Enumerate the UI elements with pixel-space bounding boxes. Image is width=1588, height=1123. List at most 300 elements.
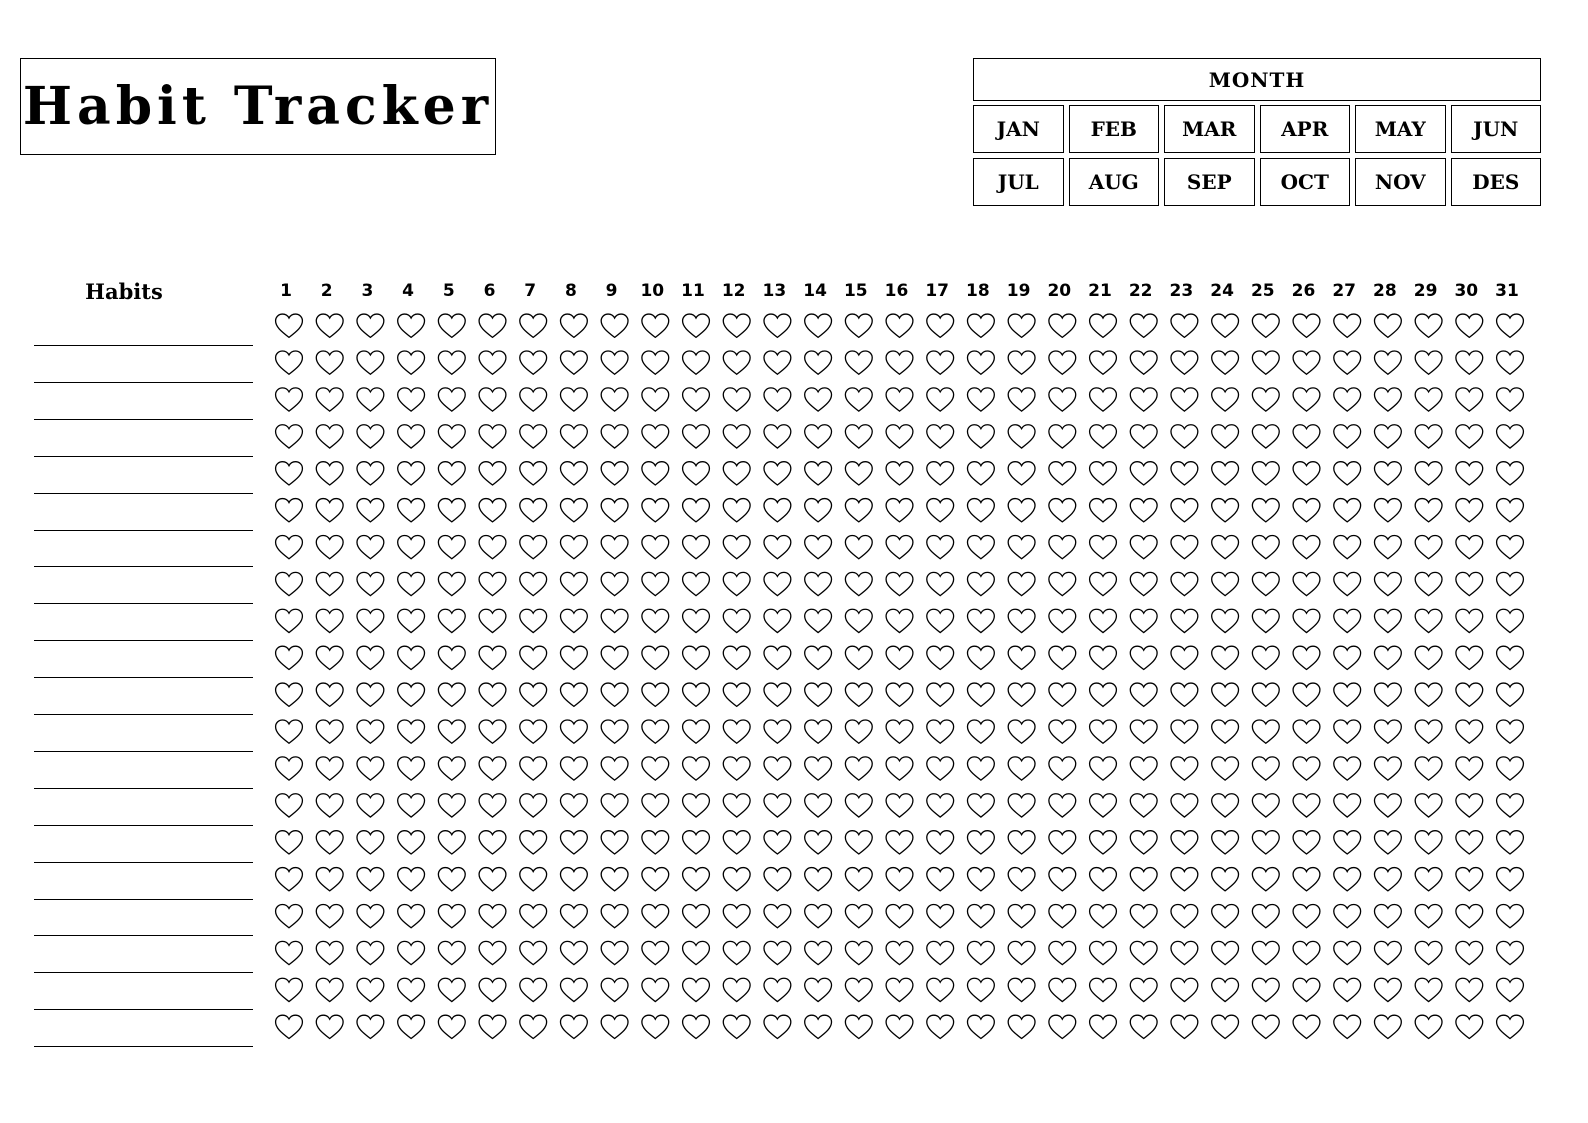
heart-outline-icon[interactable] — [398, 904, 425, 927]
heart-outline-icon[interactable] — [357, 572, 384, 595]
heart-outline-icon[interactable] — [764, 535, 791, 558]
month-jun[interactable]: JUN — [1451, 105, 1542, 153]
heart-outline-icon[interactable] — [1456, 868, 1483, 891]
month-may[interactable]: MAY — [1355, 105, 1446, 153]
heart-outline-icon[interactable] — [723, 314, 750, 337]
heart-outline-icon[interactable] — [1212, 868, 1239, 891]
heart-outline-icon[interactable] — [520, 425, 547, 448]
heart-outline-icon[interactable] — [1456, 572, 1483, 595]
heart-outline-icon[interactable] — [357, 683, 384, 706]
heart-outline-icon[interactable] — [560, 941, 587, 964]
heart-outline-icon[interactable] — [1171, 720, 1198, 743]
heart-outline-icon[interactable] — [1130, 646, 1157, 669]
heart-outline-icon[interactable] — [520, 904, 547, 927]
heart-outline-icon[interactable] — [1456, 831, 1483, 854]
heart-outline-icon[interactable] — [683, 831, 710, 854]
heart-outline-icon[interactable] — [357, 794, 384, 817]
heart-outline-icon[interactable] — [1293, 425, 1320, 448]
heart-outline-icon[interactable] — [438, 572, 465, 595]
heart-outline-icon[interactable] — [764, 941, 791, 964]
heart-outline-icon[interactable] — [683, 978, 710, 1001]
heart-outline-icon[interactable] — [1130, 904, 1157, 927]
heart-outline-icon[interactable] — [1049, 646, 1076, 669]
heart-outline-icon[interactable] — [1374, 904, 1401, 927]
heart-outline-icon[interactable] — [683, 868, 710, 891]
heart-outline-icon[interactable] — [967, 757, 994, 780]
heart-outline-icon[interactable] — [927, 499, 954, 522]
heart-outline-icon[interactable] — [1415, 609, 1442, 632]
heart-outline-icon[interactable] — [479, 757, 506, 780]
heart-outline-icon[interactable] — [1334, 720, 1361, 743]
heart-outline-icon[interactable] — [438, 609, 465, 632]
heart-outline-icon[interactable] — [438, 425, 465, 448]
heart-outline-icon[interactable] — [723, 351, 750, 374]
heart-outline-icon[interactable] — [1049, 978, 1076, 1001]
heart-outline-icon[interactable] — [1130, 941, 1157, 964]
heart-outline-icon[interactable] — [886, 314, 913, 337]
heart-outline-icon[interactable] — [1334, 351, 1361, 374]
heart-outline-icon[interactable] — [805, 1015, 832, 1038]
heart-outline-icon[interactable] — [1049, 425, 1076, 448]
heart-outline-icon[interactable] — [479, 535, 506, 558]
heart-outline-icon[interactable] — [1456, 535, 1483, 558]
heart-outline-icon[interactable] — [886, 425, 913, 448]
heart-outline-icon[interactable] — [1008, 609, 1035, 632]
heart-outline-icon[interactable] — [398, 794, 425, 817]
heart-outline-icon[interactable] — [357, 499, 384, 522]
heart-outline-icon[interactable] — [886, 572, 913, 595]
heart-outline-icon[interactable] — [1334, 1015, 1361, 1038]
heart-outline-icon[interactable] — [683, 425, 710, 448]
heart-outline-icon[interactable] — [520, 978, 547, 1001]
heart-outline-icon[interactable] — [1171, 609, 1198, 632]
heart-outline-icon[interactable] — [764, 720, 791, 743]
heart-outline-icon[interactable] — [927, 794, 954, 817]
heart-outline-icon[interactable] — [601, 535, 628, 558]
heart-outline-icon[interactable] — [642, 794, 669, 817]
heart-outline-icon[interactable] — [1171, 314, 1198, 337]
heart-outline-icon[interactable] — [1130, 535, 1157, 558]
heart-outline-icon[interactable] — [1090, 683, 1117, 706]
heart-outline-icon[interactable] — [642, 535, 669, 558]
heart-outline-icon[interactable] — [886, 794, 913, 817]
heart-outline-icon[interactable] — [601, 683, 628, 706]
heart-outline-icon[interactable] — [1090, 388, 1117, 411]
heart-outline-icon[interactable] — [845, 425, 872, 448]
heart-outline-icon[interactable] — [1374, 868, 1401, 891]
heart-outline-icon[interactable] — [764, 572, 791, 595]
heart-outline-icon[interactable] — [1374, 683, 1401, 706]
heart-outline-icon[interactable] — [927, 646, 954, 669]
heart-outline-icon[interactable] — [479, 572, 506, 595]
heart-outline-icon[interactable] — [723, 720, 750, 743]
heart-outline-icon[interactable] — [357, 535, 384, 558]
month-feb[interactable]: FEB — [1069, 105, 1160, 153]
heart-outline-icon[interactable] — [1374, 609, 1401, 632]
heart-outline-icon[interactable] — [438, 388, 465, 411]
heart-outline-icon[interactable] — [357, 351, 384, 374]
heart-outline-icon[interactable] — [1212, 499, 1239, 522]
heart-outline-icon[interactable] — [1456, 720, 1483, 743]
heart-outline-icon[interactable] — [1008, 535, 1035, 558]
heart-outline-icon[interactable] — [1171, 425, 1198, 448]
heart-outline-icon[interactable] — [1374, 499, 1401, 522]
heart-outline-icon[interactable] — [845, 1015, 872, 1038]
heart-outline-icon[interactable] — [764, 757, 791, 780]
heart-outline-icon[interactable] — [1334, 904, 1361, 927]
heart-outline-icon[interactable] — [764, 314, 791, 337]
heart-outline-icon[interactable] — [316, 535, 343, 558]
heart-outline-icon[interactable] — [479, 683, 506, 706]
heart-outline-icon[interactable] — [398, 535, 425, 558]
heart-outline-icon[interactable] — [886, 757, 913, 780]
heart-outline-icon[interactable] — [1497, 314, 1524, 337]
heart-outline-icon[interactable] — [1374, 646, 1401, 669]
heart-outline-icon[interactable] — [398, 425, 425, 448]
heart-outline-icon[interactable] — [764, 683, 791, 706]
heart-outline-icon[interactable] — [1497, 609, 1524, 632]
heart-outline-icon[interactable] — [764, 388, 791, 411]
heart-outline-icon[interactable] — [276, 535, 303, 558]
heart-outline-icon[interactable] — [276, 462, 303, 485]
heart-outline-icon[interactable] — [1252, 462, 1279, 485]
heart-outline-icon[interactable] — [520, 388, 547, 411]
heart-outline-icon[interactable] — [316, 609, 343, 632]
heart-outline-icon[interactable] — [1252, 868, 1279, 891]
heart-outline-icon[interactable] — [276, 720, 303, 743]
heart-outline-icon[interactable] — [276, 1015, 303, 1038]
heart-outline-icon[interactable] — [398, 1015, 425, 1038]
heart-outline-icon[interactable] — [560, 572, 587, 595]
heart-outline-icon[interactable] — [723, 1015, 750, 1038]
heart-outline-icon[interactable] — [1497, 351, 1524, 374]
heart-outline-icon[interactable] — [601, 794, 628, 817]
heart-outline-icon[interactable] — [1171, 794, 1198, 817]
heart-outline-icon[interactable] — [1130, 388, 1157, 411]
heart-outline-icon[interactable] — [1130, 425, 1157, 448]
heart-outline-icon[interactable] — [276, 572, 303, 595]
heart-outline-icon[interactable] — [276, 904, 303, 927]
heart-outline-icon[interactable] — [805, 314, 832, 337]
heart-outline-icon[interactable] — [1212, 831, 1239, 854]
heart-outline-icon[interactable] — [1212, 720, 1239, 743]
heart-outline-icon[interactable] — [560, 499, 587, 522]
heart-outline-icon[interactable] — [1334, 572, 1361, 595]
heart-outline-icon[interactable] — [642, 720, 669, 743]
heart-outline-icon[interactable] — [1334, 794, 1361, 817]
heart-outline-icon[interactable] — [520, 1015, 547, 1038]
heart-outline-icon[interactable] — [1415, 388, 1442, 411]
heart-outline-icon[interactable] — [845, 314, 872, 337]
heart-outline-icon[interactable] — [1374, 794, 1401, 817]
heart-outline-icon[interactable] — [967, 572, 994, 595]
heart-outline-icon[interactable] — [1130, 1015, 1157, 1038]
heart-outline-icon[interactable] — [642, 978, 669, 1001]
heart-outline-icon[interactable] — [886, 1015, 913, 1038]
heart-outline-icon[interactable] — [927, 757, 954, 780]
heart-outline-icon[interactable] — [398, 462, 425, 485]
heart-outline-icon[interactable] — [927, 720, 954, 743]
heart-outline-icon[interactable] — [886, 720, 913, 743]
heart-outline-icon[interactable] — [1049, 388, 1076, 411]
heart-outline-icon[interactable] — [398, 388, 425, 411]
heart-outline-icon[interactable] — [967, 646, 994, 669]
heart-outline-icon[interactable] — [764, 351, 791, 374]
heart-outline-icon[interactable] — [1171, 1015, 1198, 1038]
heart-outline-icon[interactable] — [967, 904, 994, 927]
heart-outline-icon[interactable] — [276, 425, 303, 448]
heart-outline-icon[interactable] — [1049, 1015, 1076, 1038]
heart-outline-icon[interactable] — [601, 351, 628, 374]
heart-outline-icon[interactable] — [1415, 314, 1442, 337]
heart-outline-icon[interactable] — [276, 941, 303, 964]
heart-outline-icon[interactable] — [723, 572, 750, 595]
heart-outline-icon[interactable] — [398, 683, 425, 706]
heart-outline-icon[interactable] — [1374, 425, 1401, 448]
heart-outline-icon[interactable] — [1293, 831, 1320, 854]
heart-outline-icon[interactable] — [642, 572, 669, 595]
heart-outline-icon[interactable] — [723, 757, 750, 780]
heart-outline-icon[interactable] — [520, 720, 547, 743]
heart-outline-icon[interactable] — [1049, 351, 1076, 374]
heart-outline-icon[interactable] — [357, 868, 384, 891]
heart-outline-icon[interactable] — [316, 1015, 343, 1038]
heart-outline-icon[interactable] — [1008, 462, 1035, 485]
heart-outline-icon[interactable] — [1130, 572, 1157, 595]
heart-outline-icon[interactable] — [1415, 425, 1442, 448]
heart-outline-icon[interactable] — [967, 351, 994, 374]
heart-outline-icon[interactable] — [438, 831, 465, 854]
month-apr[interactable]: APR — [1260, 105, 1351, 153]
heart-outline-icon[interactable] — [642, 609, 669, 632]
heart-outline-icon[interactable] — [357, 425, 384, 448]
heart-outline-icon[interactable] — [1008, 646, 1035, 669]
heart-outline-icon[interactable] — [1415, 978, 1442, 1001]
heart-outline-icon[interactable] — [357, 314, 384, 337]
heart-outline-icon[interactable] — [967, 314, 994, 337]
heart-outline-icon[interactable] — [1374, 831, 1401, 854]
heart-outline-icon[interactable] — [1090, 868, 1117, 891]
heart-outline-icon[interactable] — [479, 904, 506, 927]
heart-outline-icon[interactable] — [1252, 794, 1279, 817]
heart-outline-icon[interactable] — [1171, 904, 1198, 927]
heart-outline-icon[interactable] — [1293, 462, 1320, 485]
heart-outline-icon[interactable] — [1090, 425, 1117, 448]
heart-outline-icon[interactable] — [1497, 1015, 1524, 1038]
heart-outline-icon[interactable] — [805, 609, 832, 632]
heart-outline-icon[interactable] — [1415, 720, 1442, 743]
heart-outline-icon[interactable] — [1090, 794, 1117, 817]
heart-outline-icon[interactable] — [1456, 757, 1483, 780]
heart-outline-icon[interactable] — [1374, 1015, 1401, 1038]
heart-outline-icon[interactable] — [601, 757, 628, 780]
heart-outline-icon[interactable] — [1497, 868, 1524, 891]
heart-outline-icon[interactable] — [479, 499, 506, 522]
heart-outline-icon[interactable] — [560, 794, 587, 817]
heart-outline-icon[interactable] — [1456, 609, 1483, 632]
heart-outline-icon[interactable] — [1171, 757, 1198, 780]
heart-outline-icon[interactable] — [927, 831, 954, 854]
heart-outline-icon[interactable] — [1090, 904, 1117, 927]
heart-outline-icon[interactable] — [642, 868, 669, 891]
heart-outline-icon[interactable] — [1130, 794, 1157, 817]
heart-outline-icon[interactable] — [1171, 978, 1198, 1001]
heart-outline-icon[interactable] — [1171, 941, 1198, 964]
heart-outline-icon[interactable] — [723, 683, 750, 706]
heart-outline-icon[interactable] — [805, 646, 832, 669]
heart-outline-icon[interactable] — [764, 868, 791, 891]
heart-outline-icon[interactable] — [642, 683, 669, 706]
heart-outline-icon[interactable] — [601, 868, 628, 891]
heart-outline-icon[interactable] — [1252, 425, 1279, 448]
heart-outline-icon[interactable] — [967, 868, 994, 891]
heart-outline-icon[interactable] — [764, 1015, 791, 1038]
heart-outline-icon[interactable] — [560, 535, 587, 558]
heart-outline-icon[interactable] — [845, 351, 872, 374]
heart-outline-icon[interactable] — [1252, 904, 1279, 927]
heart-outline-icon[interactable] — [560, 720, 587, 743]
heart-outline-icon[interactable] — [1090, 1015, 1117, 1038]
heart-outline-icon[interactable] — [276, 978, 303, 1001]
heart-outline-icon[interactable] — [1293, 904, 1320, 927]
heart-outline-icon[interactable] — [1090, 720, 1117, 743]
heart-outline-icon[interactable] — [601, 499, 628, 522]
heart-outline-icon[interactable] — [1212, 572, 1239, 595]
heart-outline-icon[interactable] — [886, 683, 913, 706]
heart-outline-icon[interactable] — [398, 978, 425, 1001]
heart-outline-icon[interactable] — [1171, 683, 1198, 706]
heart-outline-icon[interactable] — [1090, 535, 1117, 558]
heart-outline-icon[interactable] — [1293, 351, 1320, 374]
heart-outline-icon[interactable] — [1374, 535, 1401, 558]
heart-outline-icon[interactable] — [357, 831, 384, 854]
heart-outline-icon[interactable] — [1456, 388, 1483, 411]
heart-outline-icon[interactable] — [560, 831, 587, 854]
heart-outline-icon[interactable] — [886, 904, 913, 927]
heart-outline-icon[interactable] — [1130, 720, 1157, 743]
heart-outline-icon[interactable] — [845, 868, 872, 891]
heart-outline-icon[interactable] — [479, 941, 506, 964]
heart-outline-icon[interactable] — [398, 572, 425, 595]
heart-outline-icon[interactable] — [520, 683, 547, 706]
heart-outline-icon[interactable] — [927, 351, 954, 374]
heart-outline-icon[interactable] — [723, 462, 750, 485]
heart-outline-icon[interactable] — [1252, 535, 1279, 558]
heart-outline-icon[interactable] — [642, 757, 669, 780]
heart-outline-icon[interactable] — [357, 978, 384, 1001]
heart-outline-icon[interactable] — [683, 314, 710, 337]
heart-outline-icon[interactable] — [1497, 757, 1524, 780]
heart-outline-icon[interactable] — [1212, 757, 1239, 780]
heart-outline-icon[interactable] — [1415, 462, 1442, 485]
heart-outline-icon[interactable] — [1293, 868, 1320, 891]
heart-outline-icon[interactable] — [1008, 388, 1035, 411]
heart-outline-icon[interactable] — [1171, 646, 1198, 669]
heart-outline-icon[interactable] — [642, 462, 669, 485]
heart-outline-icon[interactable] — [1497, 646, 1524, 669]
heart-outline-icon[interactable] — [1293, 388, 1320, 411]
heart-outline-icon[interactable] — [1252, 978, 1279, 1001]
heart-outline-icon[interactable] — [1212, 425, 1239, 448]
heart-outline-icon[interactable] — [1008, 757, 1035, 780]
heart-outline-icon[interactable] — [1252, 572, 1279, 595]
heart-outline-icon[interactable] — [683, 646, 710, 669]
heart-outline-icon[interactable] — [601, 572, 628, 595]
heart-outline-icon[interactable] — [1293, 646, 1320, 669]
heart-outline-icon[interactable] — [1212, 351, 1239, 374]
heart-outline-icon[interactable] — [1497, 462, 1524, 485]
heart-outline-icon[interactable] — [1171, 572, 1198, 595]
heart-outline-icon[interactable] — [805, 425, 832, 448]
heart-outline-icon[interactable] — [927, 425, 954, 448]
heart-outline-icon[interactable] — [560, 646, 587, 669]
heart-outline-icon[interactable] — [357, 1015, 384, 1038]
heart-outline-icon[interactable] — [1252, 720, 1279, 743]
heart-outline-icon[interactable] — [886, 941, 913, 964]
heart-outline-icon[interactable] — [1456, 646, 1483, 669]
heart-outline-icon[interactable] — [316, 941, 343, 964]
heart-outline-icon[interactable] — [560, 904, 587, 927]
heart-outline-icon[interactable] — [316, 720, 343, 743]
heart-outline-icon[interactable] — [967, 425, 994, 448]
heart-outline-icon[interactable] — [1049, 941, 1076, 964]
heart-outline-icon[interactable] — [1049, 572, 1076, 595]
heart-outline-icon[interactable] — [1415, 831, 1442, 854]
heart-outline-icon[interactable] — [967, 609, 994, 632]
heart-outline-icon[interactable] — [601, 314, 628, 337]
heart-outline-icon[interactable] — [1008, 351, 1035, 374]
heart-outline-icon[interactable] — [1497, 941, 1524, 964]
heart-outline-icon[interactable] — [520, 941, 547, 964]
heart-outline-icon[interactable] — [927, 314, 954, 337]
heart-outline-icon[interactable] — [1212, 388, 1239, 411]
heart-outline-icon[interactable] — [1415, 868, 1442, 891]
heart-outline-icon[interactable] — [927, 609, 954, 632]
heart-outline-icon[interactable] — [520, 535, 547, 558]
heart-outline-icon[interactable] — [1497, 978, 1524, 1001]
heart-outline-icon[interactable] — [845, 978, 872, 1001]
heart-outline-icon[interactable] — [1293, 1015, 1320, 1038]
heart-outline-icon[interactable] — [1252, 388, 1279, 411]
heart-outline-icon[interactable] — [1334, 499, 1361, 522]
heart-outline-icon[interactable] — [927, 941, 954, 964]
heart-outline-icon[interactable] — [1415, 535, 1442, 558]
heart-outline-icon[interactable] — [479, 314, 506, 337]
heart-outline-icon[interactable] — [1049, 535, 1076, 558]
heart-outline-icon[interactable] — [1334, 314, 1361, 337]
heart-outline-icon[interactable] — [1374, 941, 1401, 964]
heart-outline-icon[interactable] — [1415, 499, 1442, 522]
heart-outline-icon[interactable] — [723, 868, 750, 891]
heart-outline-icon[interactable] — [805, 831, 832, 854]
heart-outline-icon[interactable] — [438, 978, 465, 1001]
heart-outline-icon[interactable] — [438, 646, 465, 669]
heart-outline-icon[interactable] — [1090, 314, 1117, 337]
heart-outline-icon[interactable] — [845, 462, 872, 485]
month-jan[interactable]: JAN — [973, 105, 1064, 153]
heart-outline-icon[interactable] — [764, 609, 791, 632]
heart-outline-icon[interactable] — [276, 609, 303, 632]
heart-outline-icon[interactable] — [967, 683, 994, 706]
heart-outline-icon[interactable] — [642, 904, 669, 927]
heart-outline-icon[interactable] — [1212, 794, 1239, 817]
heart-outline-icon[interactable] — [845, 572, 872, 595]
heart-outline-icon[interactable] — [1090, 351, 1117, 374]
heart-outline-icon[interactable] — [683, 572, 710, 595]
heart-outline-icon[interactable] — [438, 720, 465, 743]
heart-outline-icon[interactable] — [357, 904, 384, 927]
heart-outline-icon[interactable] — [316, 978, 343, 1001]
